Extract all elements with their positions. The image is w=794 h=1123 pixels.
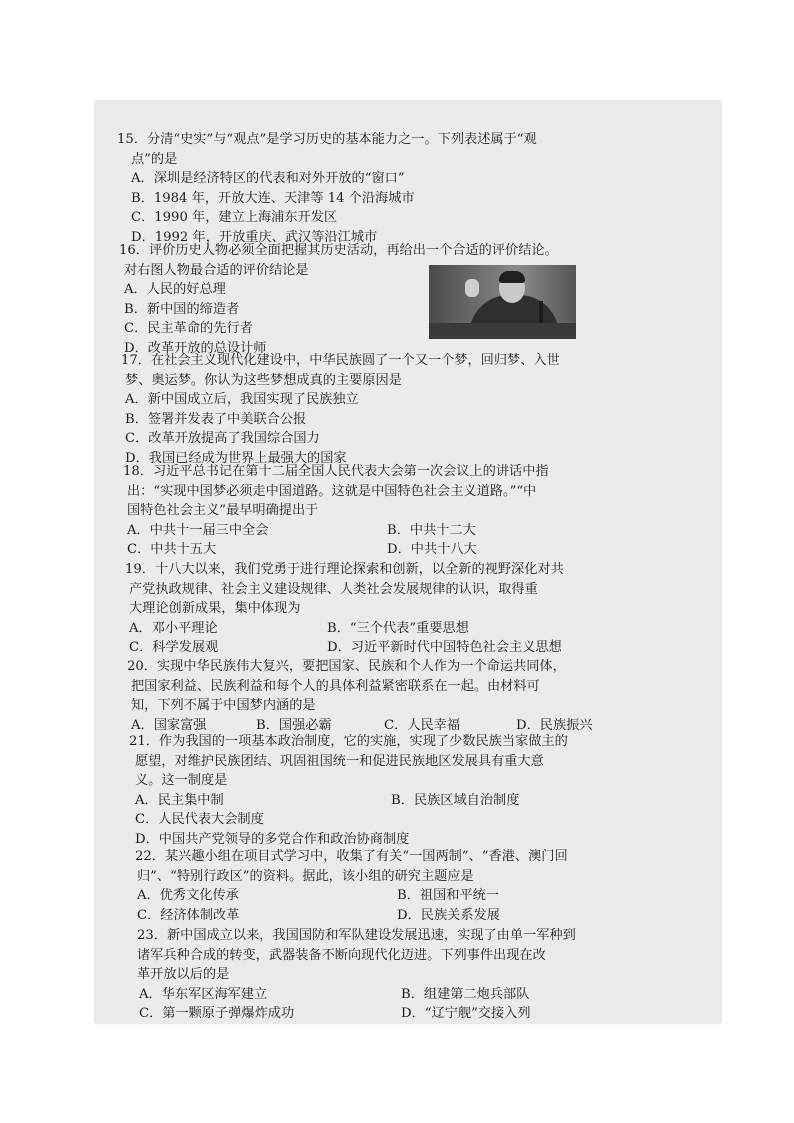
question-21-option-c: C．人民代表大会制度 (135, 812, 264, 827)
question-17-option-b: B．签署并发表了中美联合公报 (125, 411, 307, 427)
question-22-stem-line2: 归”、“特别行政区”的资料。据此，该小组的研究主题应是 (137, 868, 474, 884)
question-22-option-a: A．优秀文化传承 (137, 888, 239, 903)
question-19-stem-line1: 19．十八大以来，我们党勇于进行理论探索和创新，以全新的视野深化对共 (125, 562, 564, 577)
question-19-option-d: D．习近平新时代中国特色社会主义思想 (327, 640, 562, 655)
question-21-options-row1 (129, 791, 568, 811)
question-19-stem-line3: 大理论创新成果，集中体现为 (129, 601, 301, 616)
question-16-option-d: D．改革开放的总设计师 (124, 340, 267, 356)
question-15-stem-line2: 点”的是 (131, 151, 178, 167)
question-22-option-c: C．经济体制改革 (137, 907, 240, 923)
question-16-option-c: C．民主革命的先行者 (124, 321, 253, 336)
question-15 (117, 130, 537, 247)
question-15-option-b: B．1984 年，开放大连、天津等 14 个沿海城市 (131, 190, 415, 206)
question-17-stem-line2: 梦、奥运梦。你认为这些梦想成真的主要原因是 (125, 372, 402, 388)
question-18-option-a: A．中共十一届三中全会 (127, 522, 269, 538)
question-23-stem-line2: 诸军兵种合成的转变，武器装备不断向现代化迈进。下列事件出现在改 (137, 947, 546, 963)
question-22-options-row1 (135, 886, 568, 906)
exam-paper (95, 101, 721, 1023)
question-16-stem-line1: 16．评价历史人物必须全面把握其历史活动，再给出一个合适的评价结论。 (119, 243, 558, 258)
question-23-option-c: C．第一颗原子弹爆炸成功 (139, 1006, 295, 1021)
question-20 (127, 657, 593, 735)
question-18-stem-line2: 出：“实现中国梦必须走中国道路。这就是中国特色社会主义道路。”“中 (127, 483, 537, 499)
question-17-stem-line1: 17．在社会主义现代化建设中，中华民族圆了一个又一个梦，回归梦、入世 (121, 353, 560, 368)
question-18-option-c: C．中共十五大 (127, 542, 217, 557)
question-23-option-b: B．组建第二炮兵部队 (401, 986, 530, 1002)
question-18-stem-line3: 国特色社会主义”最早明确提出于 (127, 503, 319, 518)
historical-figure-photo (429, 265, 576, 339)
question-21-option-b: B．民族区域自治制度 (391, 792, 520, 808)
question-20-stem-line3: 知，下列不属于中国梦内涵的是 (131, 698, 316, 713)
question-23-stem-line3: 革开放以后的是 (137, 967, 230, 982)
question-17 (121, 351, 560, 468)
question-19 (125, 560, 564, 658)
question-23-option-d: D．“辽宁舰”交接入列 (401, 1006, 531, 1021)
question-21-option-a: A．民主集中制 (135, 792, 224, 808)
question-15-option-c: C．1990 年，建立上海浦东开发区 (131, 210, 338, 225)
question-19-option-b: B．“三个代表”重要思想 (327, 620, 469, 636)
question-23 (137, 926, 576, 1023)
question-22-options-row2 (135, 906, 568, 926)
question-23-options-row2 (137, 1004, 576, 1023)
question-15-stem-line1: 15．分清“史实”与“观点”是学习历史的基本能力之一。下列表述属于“观 (117, 132, 537, 147)
question-23-option-a: A．华东军区海军建立 (139, 986, 268, 1002)
question-16-option-b: B．新中国的缔造者 (124, 301, 240, 317)
question-21 (129, 732, 568, 849)
question-19-option-c: C．科学发展观 (129, 640, 219, 655)
question-18-options-row1 (123, 521, 549, 541)
question-19-options-row2 (125, 638, 564, 658)
question-23-stem-line1: 23．新中国成立以来，我国国防和军队建设发展迅速，实现了由单一军种到 (137, 928, 576, 943)
question-22 (135, 847, 568, 925)
question-21-stem-line1: 21．作为我国的一项基本政治制度，它的实施，实现了少数民族当家做主的 (129, 734, 568, 749)
question-17-option-c: C．改革开放提高了我国综合国力 (125, 431, 320, 446)
question-17-option-a: A．新中国成立后，我国实现了民族独立 (125, 392, 359, 407)
question-21-option-d: D．中国共产党领导的多党合作和政治协商制度 (135, 831, 410, 847)
question-18-options-row2 (123, 540, 549, 560)
question-20-option-c: C．人民幸福 (384, 717, 461, 733)
question-19-options-row1 (125, 619, 564, 639)
question-20-stem-line2: 把国家利益、民族利益和每个人的具体利益紧密联系在一起。由材料可 (131, 678, 540, 694)
question-22-stem-line1: 22．某兴趣小组在项目式学习中，收集了有关“一国两制”、“香港、澳门回 (135, 849, 568, 864)
question-18-stem-line1: 18．习近平总书记在第十二届全国人民代表大会第一次会议上的讲话中指 (123, 464, 549, 479)
question-16-option-a: A．人民的好总理 (124, 282, 226, 297)
question-18-option-b: B．中共十二大 (387, 522, 476, 538)
question-21-stem-line3: 义。这一制度是 (135, 773, 228, 788)
question-23-options-row1 (137, 985, 576, 1005)
question-15-option-a: A．深圳是经济特区的代表和对外开放的“窗口” (131, 171, 405, 186)
question-17-option-d: D．我国已经成为世界上最强大的国家 (125, 450, 347, 466)
question-16-stem-line2: 对右图人物最合适的评价结论是 (124, 262, 309, 278)
question-20-option-a: A．国家富强 (131, 717, 207, 733)
question-15-option-d: D．1992 年，开放重庆、武汉等沿江城市 (131, 229, 378, 245)
question-21-stem-line2: 愿望，对维护民族团结、巩固祖国统一和促进民族地区发展具有重大意 (135, 753, 544, 769)
question-18-option-d: D．中共十八大 (387, 542, 477, 557)
question-20-stem-line1: 20．实现中华民族伟大复兴，要把国家、民族和个人作为一个命运共同体， (127, 659, 566, 674)
question-18 (123, 462, 549, 560)
question-20-option-b: B．国强必霸 (256, 717, 332, 733)
question-22-option-b: B．祖国和平统一 (397, 888, 500, 903)
question-22-option-d: D．民族关系发展 (397, 907, 500, 923)
question-19-stem-line2: 产党执政规律、社会主义建设规律、人类社会发展规律的认识，取得重 (129, 581, 538, 597)
question-20-option-d: D．民族振兴 (516, 717, 593, 733)
question-19-option-a: A．邓小平理论 (129, 620, 218, 636)
